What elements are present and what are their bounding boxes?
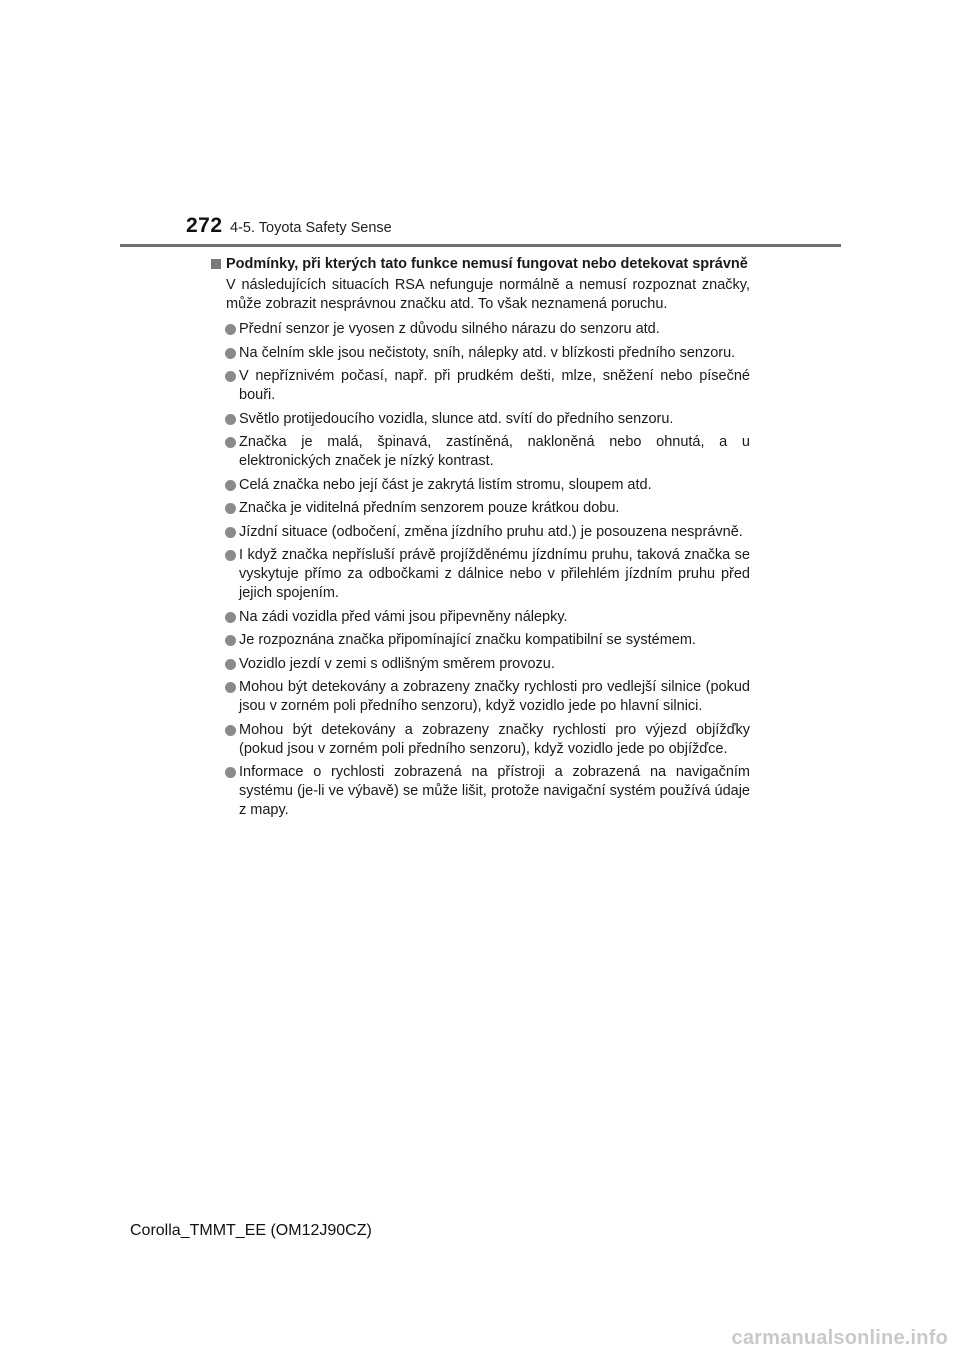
list-item-text: Světlo protijedoucího vozidla, slunce atd. svítí do předního senzoru. bbox=[239, 410, 674, 427]
list-item bbox=[210, 320, 750, 339]
section-title: 4-5. Toyota Safety Sense bbox=[230, 220, 392, 236]
list-item-text: Na čelním skle jsou nečistoty, sníh, nálepky atd. v blízkosti předního senzoru. bbox=[239, 344, 736, 361]
circle-bullet-icon bbox=[225, 527, 236, 538]
circle-bullet-icon bbox=[225, 550, 236, 561]
document-id-footer: Corolla_TMMT_EE (OM12J90CZ) bbox=[130, 1222, 372, 1239]
circle-bullet-icon bbox=[225, 324, 236, 335]
list-item-text: V nepříznivém počasí, např. při prudkém dešti, mlze, sněžení nebo písečné bouři. bbox=[239, 368, 750, 403]
list-item bbox=[210, 410, 750, 429]
circle-bullet-icon bbox=[225, 503, 236, 514]
list-item-text: Značka je viditelná předním senzorem pouze krátkou dobu. bbox=[239, 500, 620, 516]
list-item bbox=[210, 476, 750, 495]
list-item-text: Celá značka nebo její část je zakrytá listím stromu, sloupem atd. bbox=[239, 476, 652, 493]
circle-bullet-icon bbox=[225, 682, 236, 693]
circle-bullet-icon bbox=[225, 414, 236, 425]
list-item bbox=[210, 523, 750, 542]
circle-bullet-icon bbox=[225, 437, 236, 448]
section-heading bbox=[210, 255, 750, 274]
circle-bullet-icon bbox=[225, 767, 236, 778]
list-item bbox=[210, 655, 750, 674]
list-item-text: Mohou být detekovány a zobrazeny značky rychlosti pro vedlejší silnice (pokud jsou v zorném poli předního senzoru), když vozidlo jede po hlavní silnici. bbox=[239, 679, 750, 714]
circle-bullet-icon bbox=[225, 371, 236, 382]
list-item bbox=[210, 678, 750, 716]
circle-bullet-icon bbox=[225, 659, 236, 670]
list-item-text: Vozidlo jezdí v zemi s odlišným směrem provozu. bbox=[239, 655, 555, 672]
list-item-text: Přední senzor je vyosen z důvodu silného nárazu do senzoru atd. bbox=[239, 321, 660, 337]
list-item bbox=[210, 433, 750, 471]
list-item bbox=[210, 721, 750, 759]
list-item-text: I když značka nepřísluší právě projížděnému jízdnímu pruhu, taková značka se vyskytuje přímo za odbočkami z dálnice nebo v přilehlém jízdním pruhu před jejich spojením. bbox=[239, 547, 750, 601]
list-item bbox=[210, 546, 750, 603]
circle-bullet-icon bbox=[225, 635, 236, 646]
list-item bbox=[210, 367, 750, 405]
list-item bbox=[210, 499, 750, 518]
list-item bbox=[210, 608, 750, 627]
page-number: 272 bbox=[186, 214, 223, 237]
list-item-text: Značka je malá, špinavá, zastíněná, nakloněná nebo ohnutá, a u elektronických značek je nízký kontrast. bbox=[239, 434, 750, 469]
circle-bullet-icon bbox=[225, 480, 236, 491]
square-icon bbox=[211, 259, 221, 269]
circle-bullet-icon bbox=[225, 725, 236, 736]
list-item bbox=[210, 631, 750, 650]
header-divider bbox=[120, 244, 841, 247]
section-heading-text: Podmínky, při kterých tato funkce nemusí fungovat nebo detekovat správně bbox=[226, 256, 748, 272]
list-item bbox=[210, 763, 750, 820]
list-item-text: Je rozpoznána značka připomínající značku kompatibilní se systémem. bbox=[239, 632, 696, 648]
list-item-text: Mohou být detekovány a zobrazeny značky rychlosti pro výjezd objížďky (pokud jsou v zorném poli předního senzoru), když vozidlo jede po objížďce. bbox=[239, 721, 750, 757]
watermark: carmanualsonline.info bbox=[731, 1327, 948, 1349]
page-content bbox=[210, 255, 750, 825]
list-item-text: Jízdní situace (odbočení, změna jízdního pruhu atd.) je posouzena nesprávně. bbox=[239, 523, 743, 540]
list-item-text: Informace o rychlosti zobrazená na přístroji a zobrazená na navigačním systému (je-li ve výbavě) se může lišit, protože navigační systém používá údaje z mapy. bbox=[239, 764, 750, 818]
circle-bullet-icon bbox=[225, 612, 236, 623]
list-item-text: Na zádi vozidla před vámi jsou připevněny nálepky. bbox=[239, 608, 568, 625]
circle-bullet-icon bbox=[225, 348, 236, 359]
conditions-list bbox=[210, 320, 750, 820]
list-item bbox=[210, 344, 750, 363]
intro-paragraph: V následujících situacích RSA nefunguje normálně a nemusí rozpoznat značky, může zobrazit nesprávnou značku atd. To však neznamená poruchu. bbox=[226, 277, 750, 312]
